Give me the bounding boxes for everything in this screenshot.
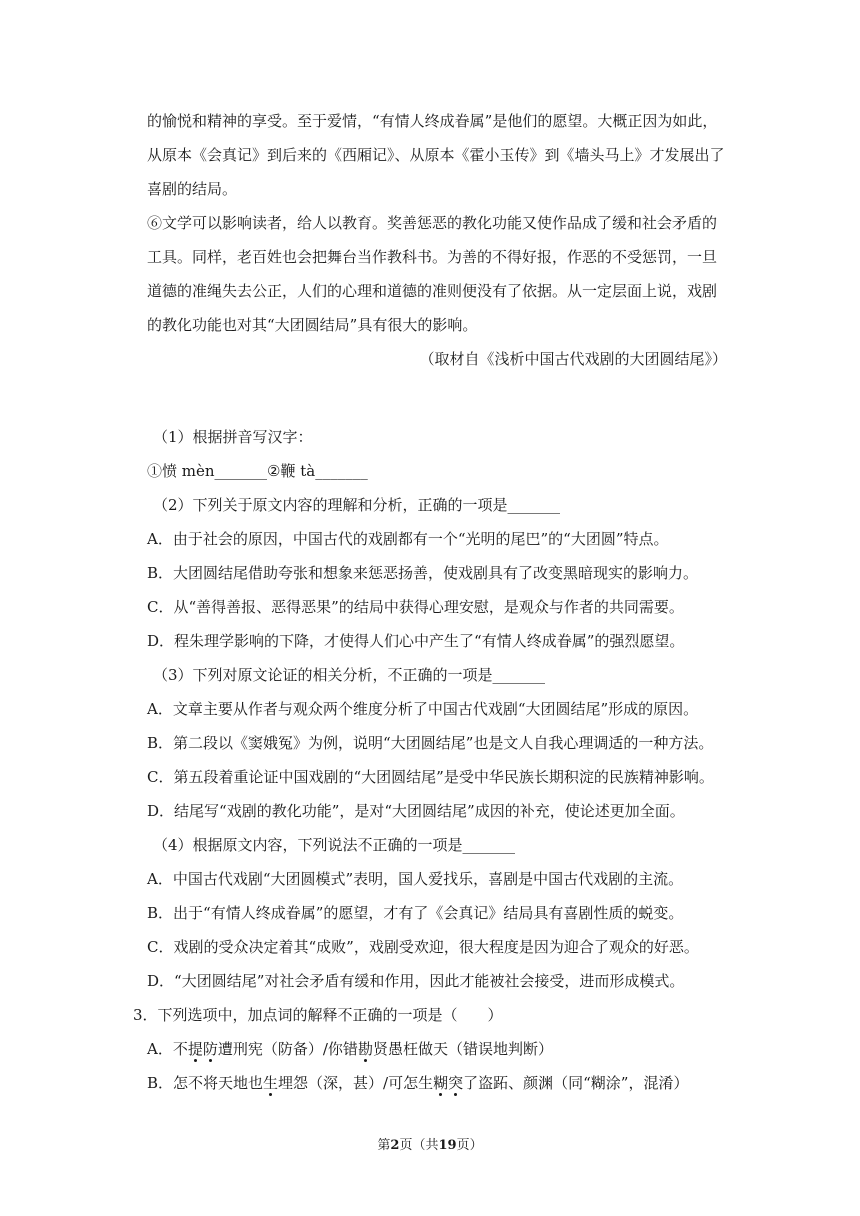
dotted-character: 突 [448, 1074, 464, 1092]
subquestion-3-option-b: B．第二段以《窦娥冤》为例，说明“大团圆结尾”也是文人自我心理调适的一种方法。 [147, 734, 714, 752]
subquestion-2-option-d: D．程朱理学影响的下降，才使得人们心中产生了“有情人终成眷属”的强烈愿望。 [147, 632, 685, 650]
text-segment: B．怎不将天地也 [147, 1074, 264, 1092]
spacer [147, 376, 727, 420]
subquestion-2-option-a: A．由于社会的原因，中国古代的戏剧都有一个“光明的尾巴”的“大团圆”特点。 [147, 530, 669, 548]
total-pages: 19 [438, 1138, 457, 1153]
footer-text: 页） [456, 1138, 483, 1153]
subquestion-3-option-d: D．结尾写“戏剧的教化功能”，是对“大团圆结尾”成因的补充，使论述更加全面。 [147, 802, 685, 820]
content-area [133, 104, 727, 1100]
passage-paragraph-6: ⑥文学可以影响读者，给人以教育。奖善惩恶的教化功能又使作品成了缓和社会矛盾的工具。同样，老百姓也会把舞台当作教科书。为善的不得好报，作恶的不受惩罚，一旦道德的准绳失去公正，人们的心理和道德的准则便没有了依据。从一定层面上说，戏剧的教化功能也对其“大团圆结局”具有很大的影响。 [147, 214, 718, 334]
subquestion-1-blanks: ①愤 mèn_______②鞭 tà_______ [147, 462, 368, 480]
subquestion-2-option-b: B．大团圆结尾借助夸张和想象来惩恶扬善，使戏剧具有了改变黑暗现实的影响力。 [147, 564, 699, 582]
dotted-character: 糊 [433, 1074, 449, 1092]
footer-text: 第 [377, 1138, 391, 1153]
footer-text: 页（共 [399, 1138, 439, 1153]
subquestion-4-option-d: D．“大团圆结尾”对社会矛盾有缓和作用，因此才能被社会接受，进而形成模式。 [147, 972, 685, 990]
text-segment: 埋怨（深，甚）/可怎生 [278, 1074, 434, 1092]
subquestion-4-stem: （4）根据原文内容，下列说法不正确的一项是_______ [153, 836, 516, 854]
passage-source: （取材自《浅析中国古代戏剧的大团圆结尾》） [419, 350, 727, 368]
dotted-character: 防 [202, 1040, 218, 1058]
subquestion-1-stem: （1）根据拼音写汉字： [153, 428, 313, 446]
subquestion-2-stem: （2）下列关于原文内容的理解和分析，正确的一项是_______ [153, 496, 561, 514]
text-segment: 遭刑宪（防备）/你错 [217, 1040, 358, 1058]
subquestion-2-option-c: C．从“善得善报、恶得恶果”的结局中获得心理安慰，是观众与作者的共同需要。 [147, 598, 684, 616]
question-3-stem: 3．下列选项中，加点词的解释不正确的一项是（ ） [133, 1006, 503, 1024]
dotted-character: 勘 [357, 1040, 373, 1058]
text-segment: 贤愚枉做天（错误地判断） [372, 1040, 553, 1058]
page-number: 2 [390, 1138, 400, 1153]
dotted-character: 生 [263, 1074, 279, 1092]
page-footer [0, 1136, 860, 1156]
question-3-option-b [147, 1066, 727, 1100]
subquestion-3-option-c: C．第五段着重论证中国戏剧的“大团圆结尾”是受中华民族长期积淀的民族精神影响。 [147, 768, 714, 786]
question-3-option-a [147, 1032, 727, 1066]
subquestion-4-option-c: C．戏剧的受众决定着其“成败”，戏剧受欢迎，很大程度是因为迎合了观众的好恶。 [147, 938, 699, 956]
subquestion-3-stem: （3）下列对原文论证的相关分析，不正确的一项是_______ [153, 666, 546, 684]
subquestion-4-option-b: B．出于“有情人终成眷属”的愿望，才有了《会真记》结局具有喜剧性质的蜕变。 [147, 904, 684, 922]
text-segment: 了盗跖、颜渊（同“糊涂”，混淆） [463, 1074, 689, 1092]
subquestion-4-option-a: A．中国古代戏剧“大团圆模式”表明，国人爱找乐，喜剧是中国古代戏剧的主流。 [147, 870, 684, 888]
dotted-character: 提 [187, 1040, 203, 1058]
passage-paragraph-5-tail: 的愉悦和精神的享受。至于爱情，“有情人终成眷属”是他们的愿望。大概正因为如此，从原本《会真记》到后来的《西厢记》、从原本《霍小玉传》到《墙头马上》才发展出了喜剧的结局。 [147, 112, 725, 198]
text-segment: A．不 [147, 1040, 188, 1058]
subquestion-3-option-a: A．文章主要从作者与观众两个维度分析了中国古代戏剧“大团圆结尾”形成的原因。 [147, 700, 699, 718]
